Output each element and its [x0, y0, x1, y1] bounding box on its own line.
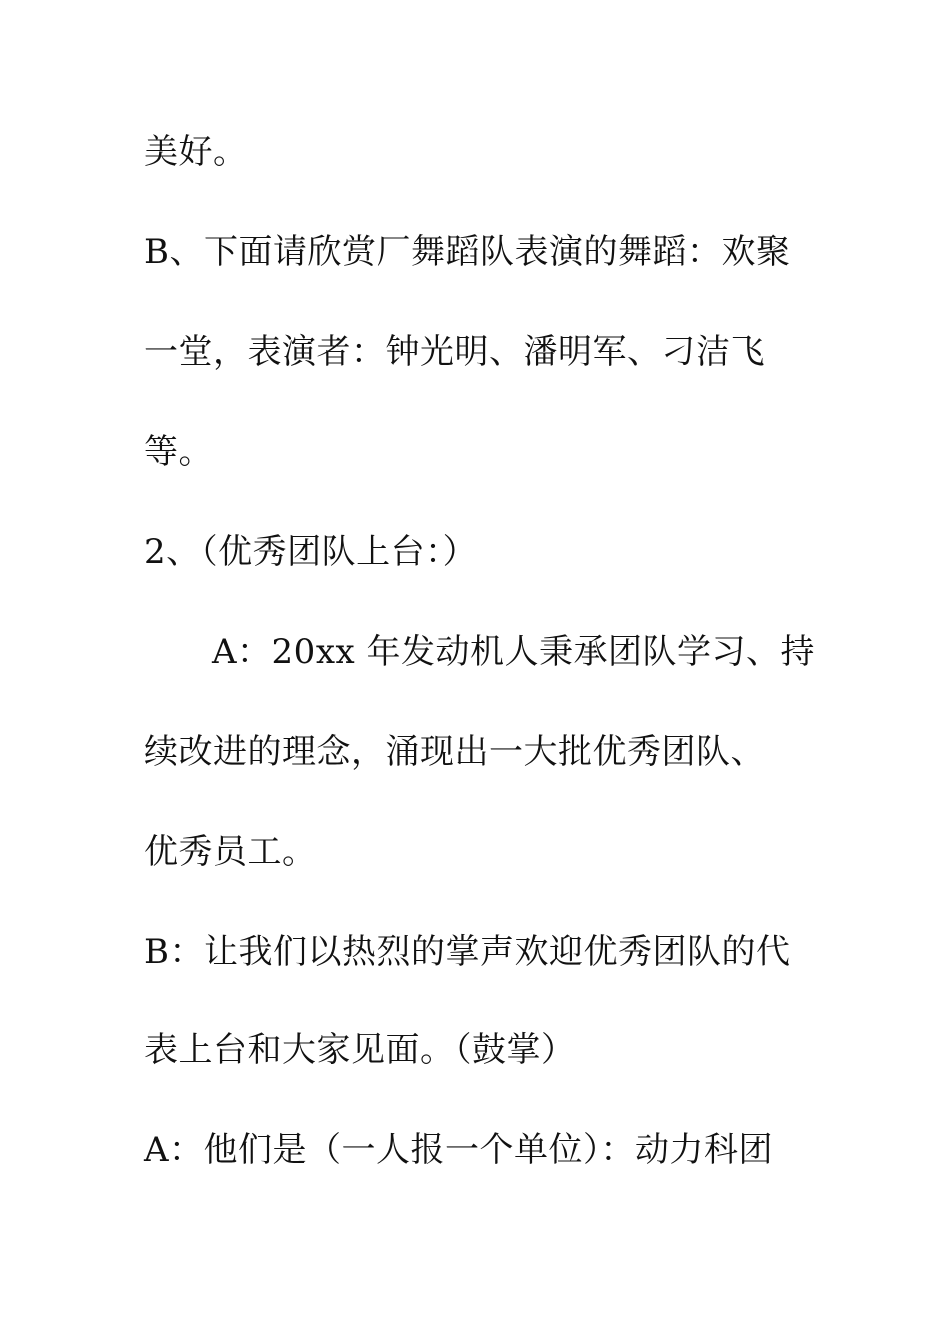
- text-line: 美好。: [144, 132, 248, 172]
- text-line: 一堂，表演者：钟光明、潘明军、刁洁飞: [144, 332, 765, 372]
- text-line: 续改进的理念，涌现出一大批优秀团队、: [144, 732, 765, 772]
- text-line: B、下面请欣赏厂舞蹈队表演的舞蹈：欢聚: [144, 232, 791, 272]
- text-line: B：让我们以热烈的掌声欢迎优秀团队的代: [144, 932, 791, 972]
- text-line: 优秀员工。: [144, 832, 317, 872]
- text-line: A：20xx 年发动机人秉承团队学习、持: [212, 632, 815, 672]
- text-line: A：他们是（一人报一个单位）：动力科团: [144, 1130, 774, 1170]
- text-line: 表上台和大家见面。（鼓掌）: [144, 1030, 576, 1070]
- text-line: 等。: [144, 432, 213, 472]
- text-line: 2、（优秀团队上台：）: [144, 532, 478, 572]
